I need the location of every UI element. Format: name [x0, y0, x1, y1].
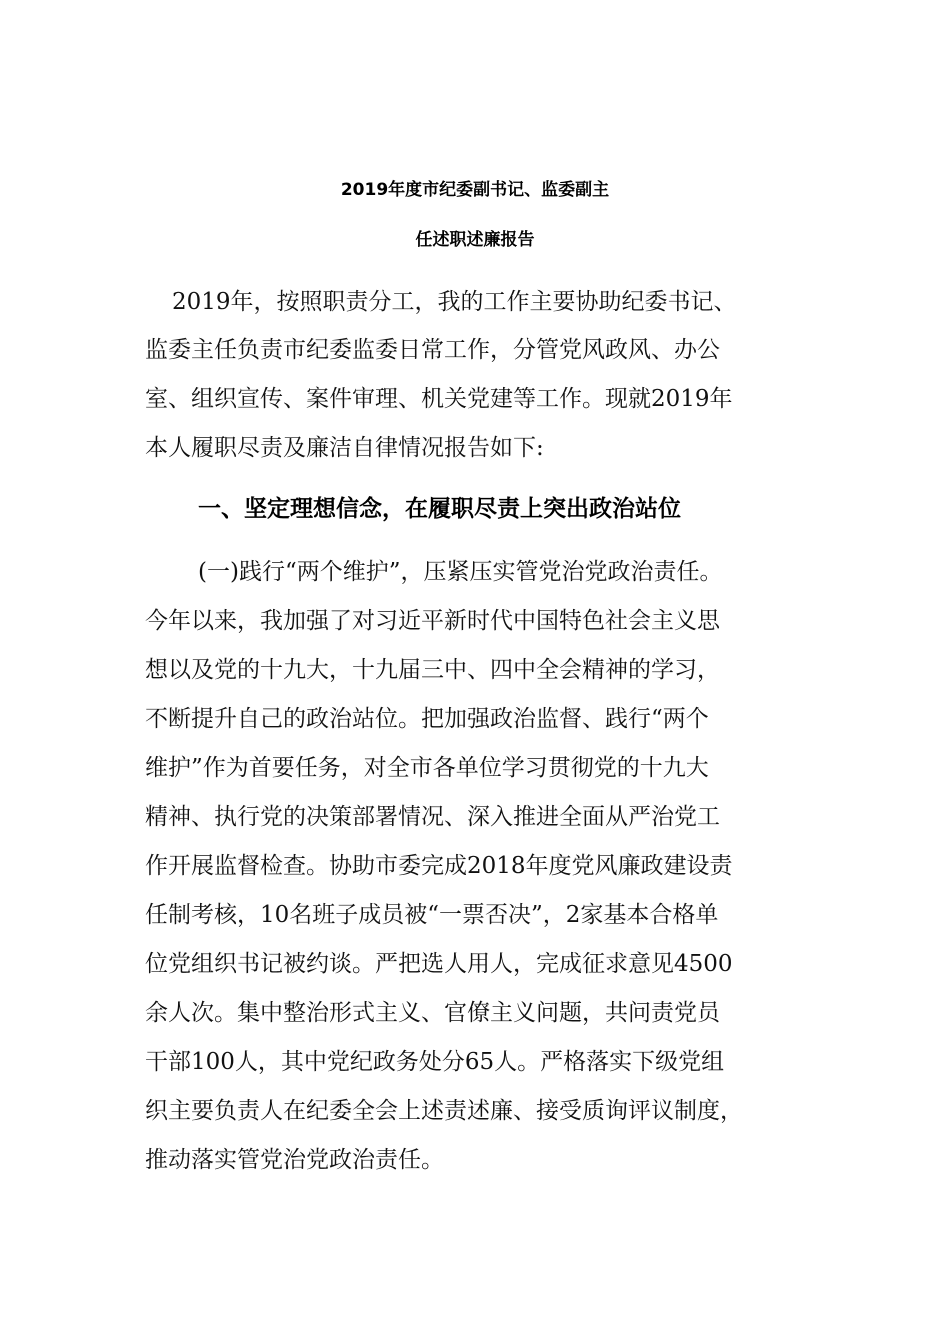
body-line-8: 任制考核，10名班子成员被“一票否决”，2家基本合格单	[145, 902, 719, 928]
body-line-5: 维护”作为首要任务，对全市各单位学习贯彻党的十九大	[145, 755, 709, 781]
intro-line-3: 室、组织宣传、案件审理、机关党建等工作。现就2019年	[145, 386, 733, 412]
body-line-2: 今年以来，我加强了对习近平新时代中国特色社会主义思	[145, 608, 720, 634]
body-line-9: 位党组织书记被约谈。严把选人用人，完成征求意见4500	[145, 951, 733, 977]
body-line-12: 织主要负责人在纪委全会上述责述廉、接受质询评议制度，	[145, 1098, 743, 1124]
body-line-11: 干部100人，其中党纪政务处分65人。严格落实下级党组	[145, 1049, 725, 1075]
body-line-13: 推动落实管党治党政治责任。	[145, 1147, 444, 1173]
body-line-10: 余人次。集中整治形式主义、官僚主义问题，共问责党员	[145, 1000, 720, 1026]
body-line-4: 不断提升自己的政治站位。把加强政治监督、践行“两个	[145, 706, 709, 732]
intro-line-1: 2019年，按照职责分工，我的工作主要协助纪委书记、	[172, 289, 737, 315]
body-line-1: (一)践行“两个维护”，压紧压实管党治党政治责任。	[198, 559, 723, 585]
intro-line-4: 本人履职尽责及廉洁自律情况报告如下:	[145, 435, 544, 461]
section-heading: 一、坚定理想信念，在履职尽责上突出政治站位	[198, 496, 681, 522]
document-title-line-2: 任述职述廉报告	[415, 230, 535, 250]
body-line-7: 作开展监督检查。协助市委完成2018年度党风廉政建设责	[145, 853, 733, 879]
body-line-6: 精神、执行党的决策部署情况、深入推进全面从严治党工	[145, 804, 720, 830]
intro-line-2: 监委主任负责市纪委监委日常工作，分管党风政风、办公	[145, 337, 720, 363]
body-line-3: 想以及党的十九大，十九届三中、四中全会精神的学习，	[145, 657, 720, 683]
document-title-line-1: 2019年度市纪委副书记、监委副主	[340, 180, 610, 200]
